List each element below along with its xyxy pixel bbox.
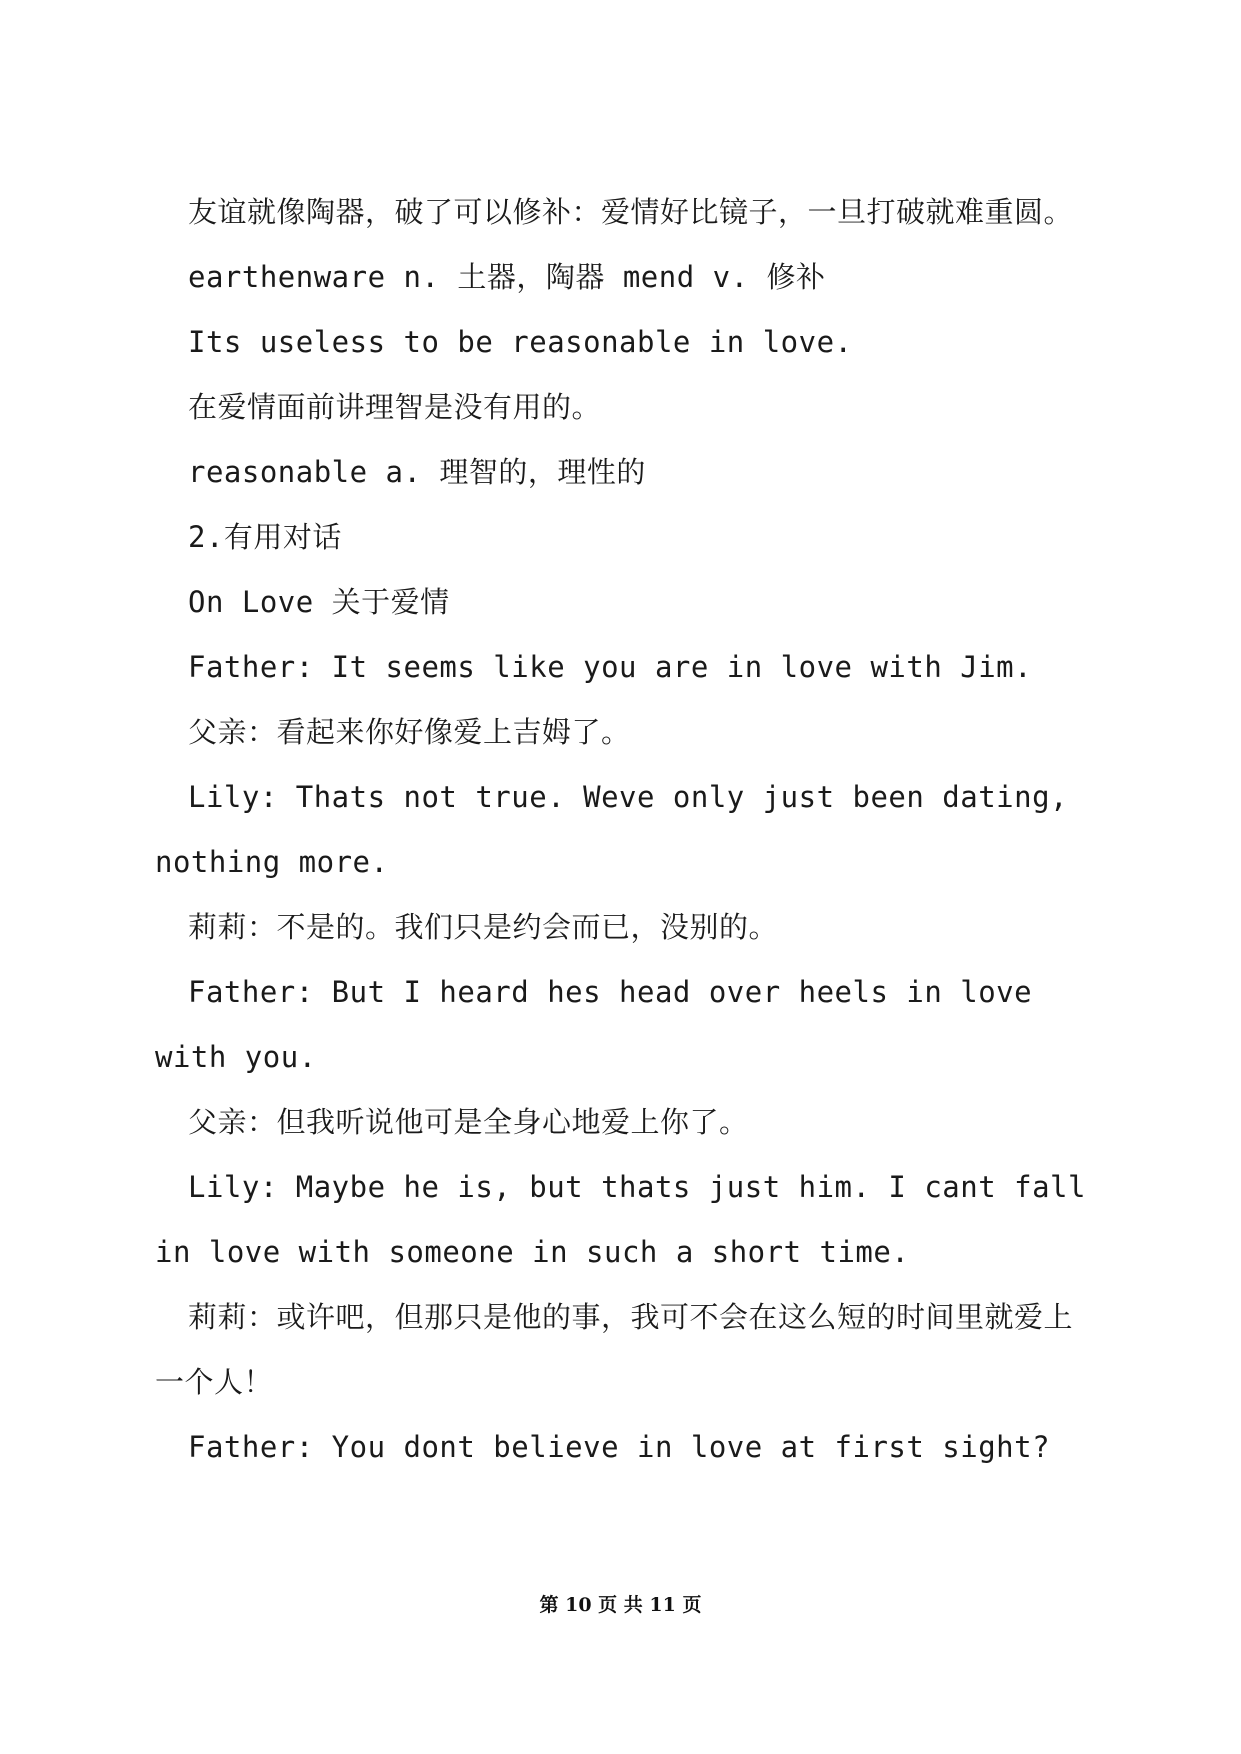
paragraph: Lily: Maybe he is, but thats just him. I cant fall in love with someone in such a short time.: [155, 1170, 1086, 1269]
page-footer: 第 10 页 共 11 页: [539, 1594, 702, 1616]
paragraph: 2.有用对话: [188, 520, 342, 554]
paragraph: 莉莉：不是的。我们只是约会而已，没别的。: [188, 910, 779, 944]
paragraph: 父亲：但我听说他可是全身心地爱上你了。: [188, 1105, 749, 1139]
paragraph: earthenware n. 土器，陶器 mend v. 修补: [188, 260, 826, 294]
paragraph: Father: But I heard hes head over heels in love with you.: [155, 975, 1033, 1074]
paragraph: Lily: Thats not true. Weve only just been dating, nothing more.: [155, 780, 1069, 879]
document-body: [155, 180, 1095, 1480]
paragraph: 友谊就像陶器，破了可以修补：爱情好比镜子，一旦打破就难重圆。: [188, 195, 1074, 229]
paragraph: 父亲：看起来你好像爱上吉姆了。: [188, 715, 631, 749]
paragraph: 在爱情面前讲理智是没有用的。: [188, 390, 602, 424]
paragraph: 莉莉：或许吧，但那只是他的事，我可不会在这么短的时间里就爱上一个人！: [155, 1300, 1074, 1399]
paragraph: On Love 关于爱情: [188, 585, 450, 619]
paragraph: Father: You dont believe in love at first sight?: [188, 1430, 1051, 1464]
paragraph: Its useless to be reasonable in love.: [188, 325, 853, 359]
paragraph: Father: It seems like you are in love with Jim.: [188, 650, 1033, 684]
paragraph: reasonable a. 理智的，理性的: [188, 455, 646, 489]
